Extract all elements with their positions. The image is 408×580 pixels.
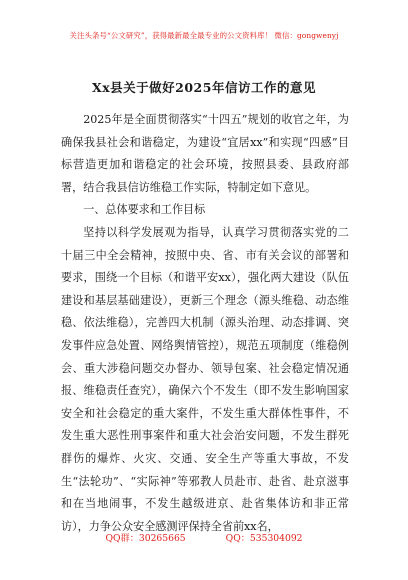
document-title: Xx县关于做好2025年信访工作的意见	[92, 80, 316, 95]
intro-paragraph: 2025年是全面贯彻落实“十四五”规划的收官之年，为确保我县社会和谐稳定，为建设“宜居xx”和实现“四感”目标营造更加和谐稳定的社会环境，按照县委、县政府部署，结合我县信访维稳工作实际，特制定如下意见。	[61, 113, 349, 194]
header-promo-text: 关注头条号“公文研究”，获得最新最全最专业的公文资料库！ 微信：gongwenyj	[69, 31, 339, 40]
footer-qq: QQ：535304092	[225, 533, 303, 544]
section-heading: 一、总体要求和工作目标	[83, 203, 206, 217]
footer-contact	[0, 530, 408, 544]
footer-qq-group: QQ群：30265665	[105, 533, 186, 544]
body-paragraph: 坚持以科学发展观为指导，认真学习贯彻落实党的二十届三中全会精神，按照中央、省、市有关会议的部署和要求，围绕一个目标（和谐平安xx），强化两大建设（队伍建设和基层基础建设），更新三个理念（源头维稳、动态维稳、依法维稳），完善四大机制（源头治理、动态排调、突发事件应急处置、网络舆情管控），规范五项制度（维稳例会、重大涉稳问题交办督办、领导包案、社会稳定情况通报、维稳责任查究），确保六个不发生（即不发生影响国家安全和社会稳定的重大案件，不发生重大群体性事件，不发生重大恶性刑事案件和重大社会治安问题，不发生群死群伤的爆炸、火灾、交通、安全生产等重大事故，不发生“法轮功”、“实际神”等邪教人员赴市、赴省、赴京滋事和在当地闹事，不发生越级进京、赴省集体访和非正常访），力争公众安全感测评保持全省前xx名，	[61, 225, 349, 533]
document-body	[61, 109, 349, 538]
